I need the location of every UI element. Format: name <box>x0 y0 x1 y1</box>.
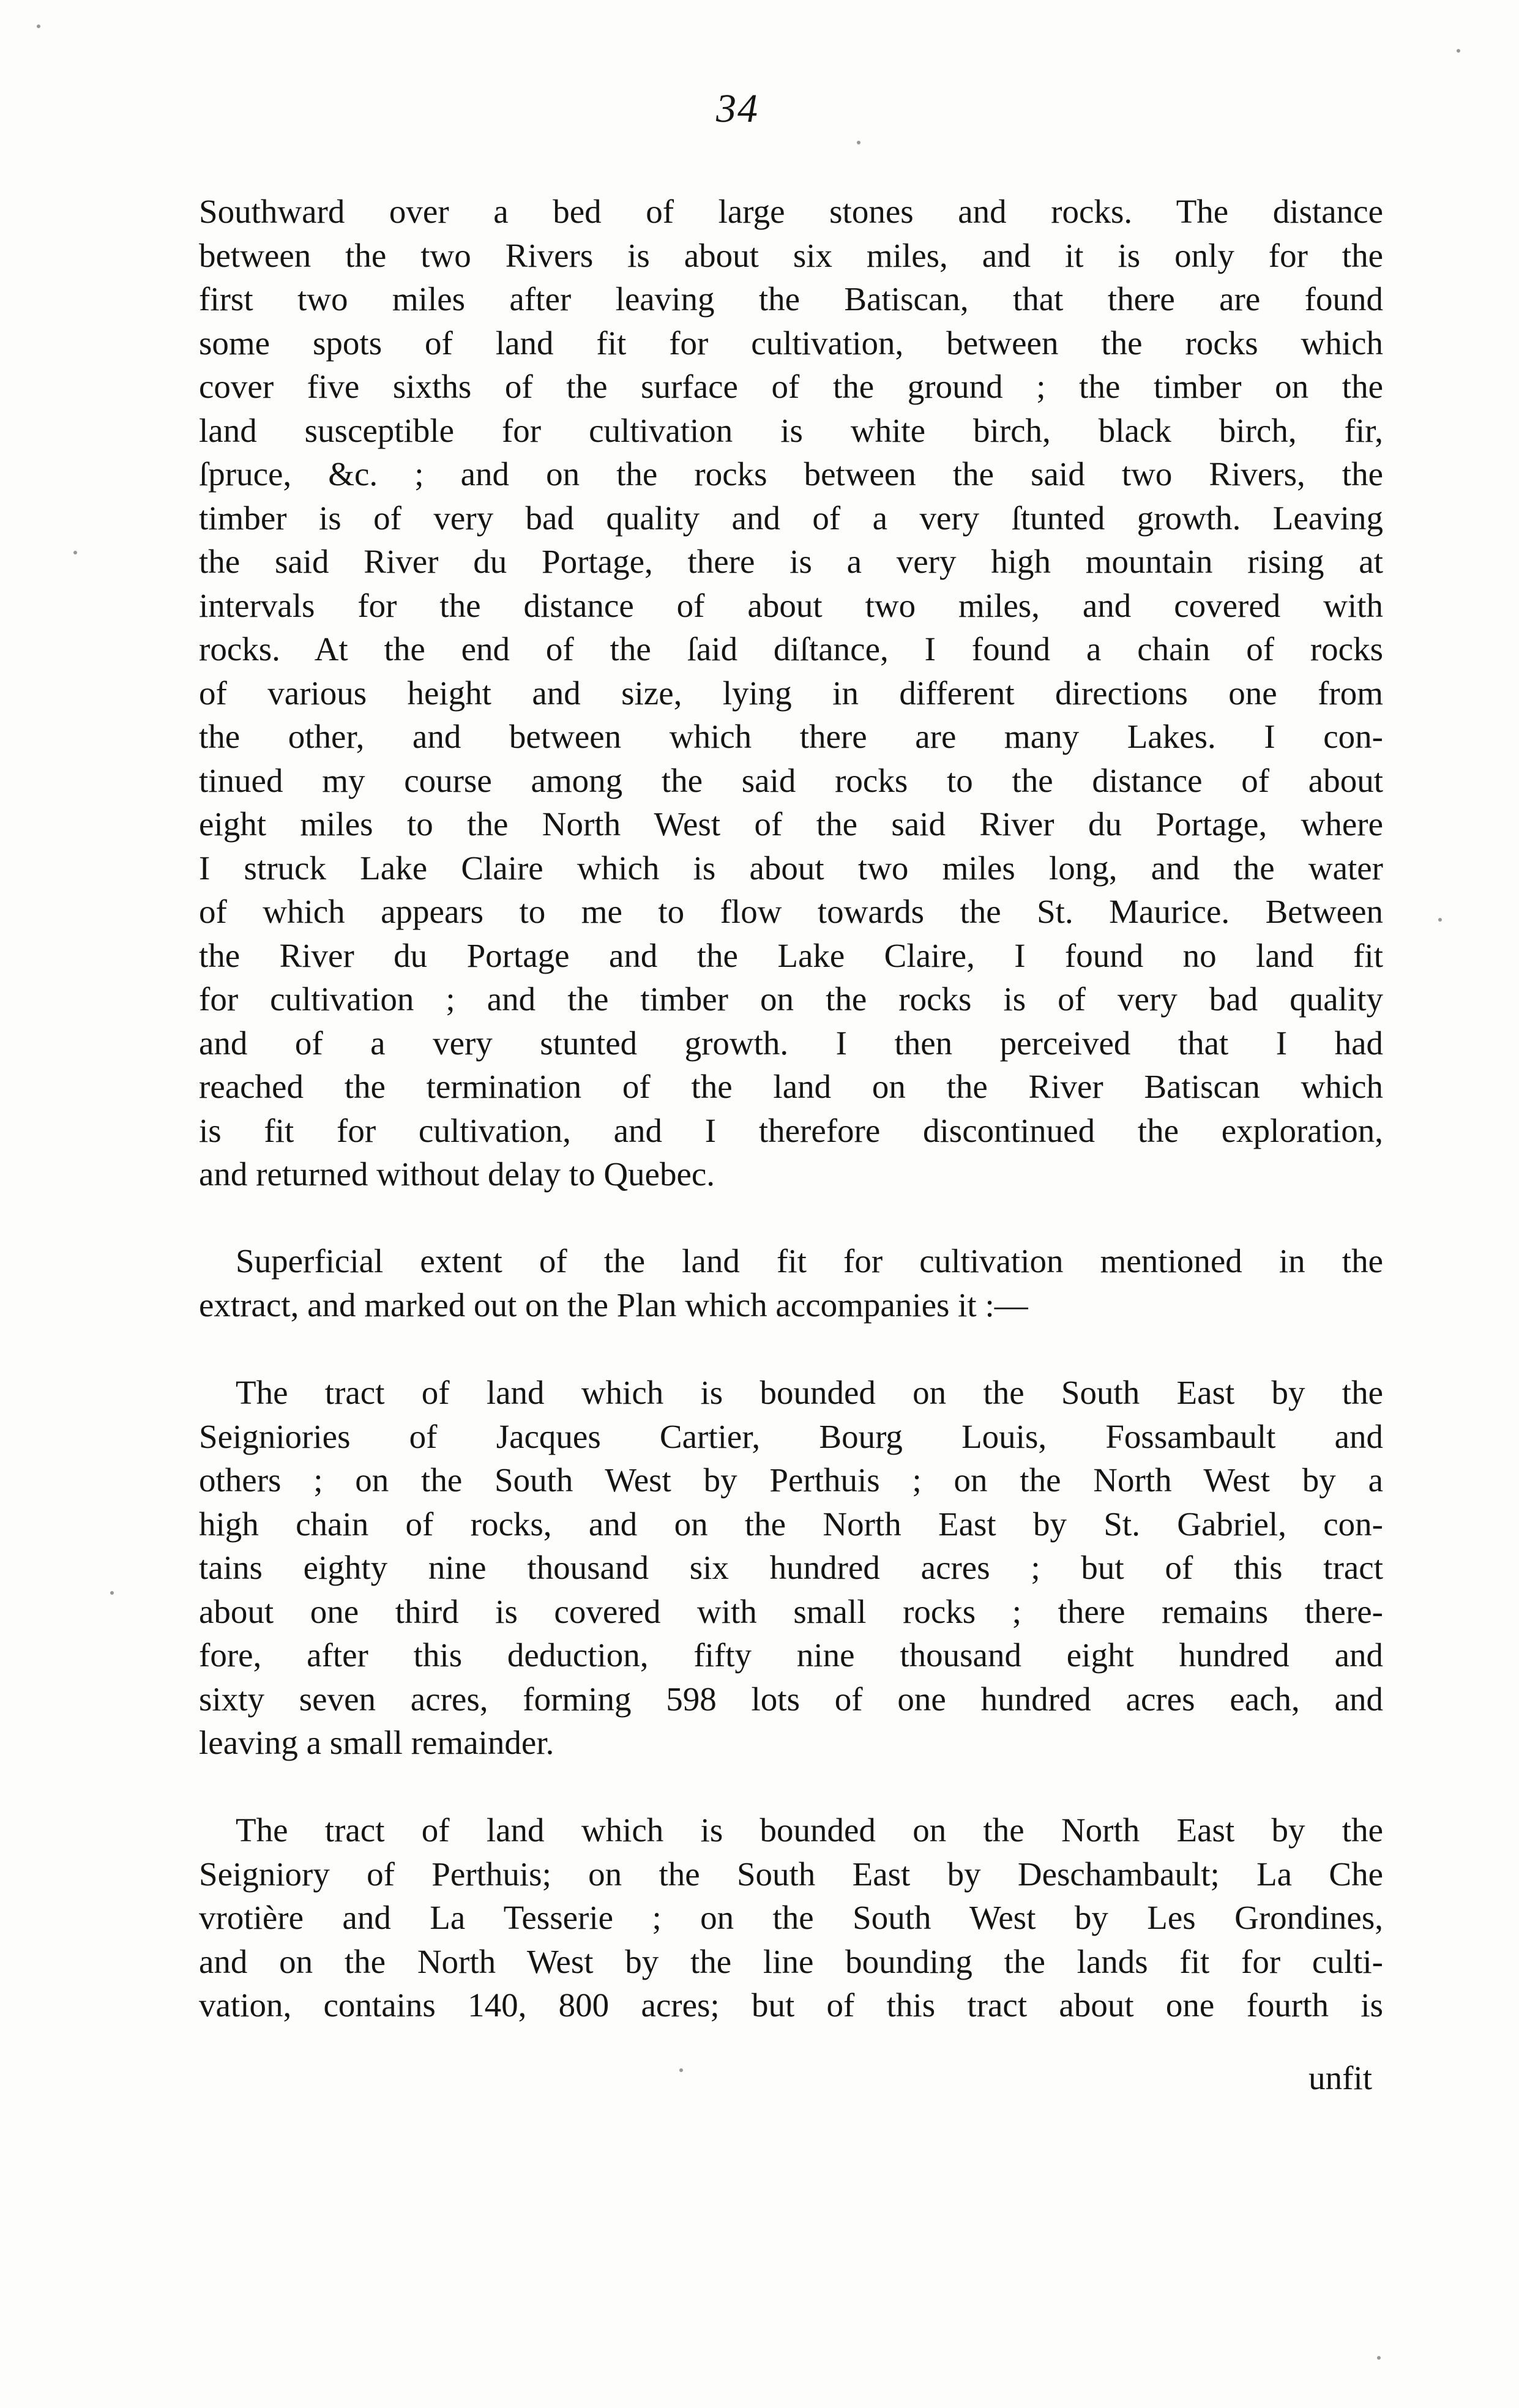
text-line: land susceptible for cultivation is white birch, black birch, fir, <box>199 411 1383 449</box>
text-line: vation, contains 140, 800 acres; but of this tract about one fourth is <box>199 1986 1383 2024</box>
text-line: fore, after this deduction, fifty nine thousand eight hundred and <box>199 1636 1383 1674</box>
text-line: the said River du Portage, there is a very high mountain rising at <box>199 543 1383 580</box>
text-line: cover five sixths of the surface of the ground ; the timber on the <box>199 368 1383 405</box>
text-line: others ; on the South West by Perthuis ; on the North West by a <box>199 1461 1383 1499</box>
text-line: sixty seven acres, forming 598 lots of one hundred acres each, and <box>199 1680 1383 1718</box>
text-line: vrotière and La Tesserie ; on the South West by Les Grondines, <box>199 1899 1383 1936</box>
scan-speck <box>73 551 77 554</box>
text-line: timber is of very bad quality and of a very ſtunted growth. Leaving <box>199 499 1383 537</box>
text-line: eight miles to the North West of the said River du Portage, where <box>199 805 1383 843</box>
text-line: is fit for cultivation, and I therefore discontinued the exploration, <box>199 1111 1383 1149</box>
text-line: the other, and between which there are many Lakes. I con- <box>199 718 1383 755</box>
scan-speck <box>857 141 860 144</box>
text-line: Seigniories of Jacques Cartier, Bourg Louis, Fossambault and <box>199 1417 1383 1455</box>
page-number: 34 <box>716 86 759 131</box>
text-line: intervals for the distance of about two miles, and covered with <box>199 586 1383 624</box>
text-line: some spots of land fit for cultivation, between the rocks which <box>199 324 1383 362</box>
text-line: first two miles after leaving the Batiscan, that there are found <box>199 280 1383 318</box>
text-line: between the two Rivers is about six miles, and it is only for the <box>199 236 1383 274</box>
text-line: The tract of land which is bounded on the South East by the <box>236 1374 1383 1411</box>
text-line: tains eighty nine thousand six hundred acres ; but of this tract <box>199 1549 1383 1586</box>
scan-speck <box>1377 2356 1381 2360</box>
text-line: high chain of rocks, and on the North East by St. Gabriel, con- <box>199 1505 1383 1543</box>
text-line: leaving a small remainder. <box>199 1724 554 1761</box>
text-line: the River du Portage and the Lake Claire, I found no land fit <box>199 936 1383 974</box>
text-line: about one third is covered with small rocks ; there remains there- <box>199 1592 1383 1630</box>
paragraph-first-tract <box>199 1371 1383 1765</box>
paragraph-superficial-extent <box>199 1239 1383 1327</box>
text-line: Superficial extent of the land fit for cultivation mentioned in the <box>236 1242 1383 1280</box>
paragraph-second-tract <box>199 1808 1383 2027</box>
scan-speck <box>1438 918 1442 922</box>
text-line: The tract of land which is bounded on the North East by the <box>236 1811 1383 1849</box>
scan-speck <box>110 1591 114 1595</box>
text-line: of various height and size, lying in different directions one from <box>199 674 1383 712</box>
text-line: and returned without delay to Quebec. <box>199 1155 715 1193</box>
scan-speck <box>1457 49 1460 53</box>
scan-speck <box>679 2068 683 2072</box>
catchword: unfit <box>1308 2059 1372 2097</box>
text-line: of which appears to me to flow towards the St. Maurice. Between <box>199 893 1383 930</box>
text-line: ſpruce, &c. ; and on the rocks between the said two Rivers, the <box>199 455 1383 493</box>
text-line: tinued my course among the said rocks to the distance of about <box>199 761 1383 799</box>
text-line: Southward over a bed of large stones and rocks. The distance <box>199 193 1383 230</box>
text-line: Seigniory of Perthuis; on the South East by Deschambault; La Che <box>199 1855 1383 1893</box>
text-line: and on the North West by the line bounding the lands fit for culti- <box>199 1942 1383 1980</box>
text-line: extract, and marked out on the Plan which accompanies it :— <box>199 1286 1028 1324</box>
text-line: reached the termination of the land on the River Batiscan which <box>199 1068 1383 1105</box>
text-line: and of a very stunted growth. I then perceived that I had <box>199 1024 1383 1062</box>
paragraph-exploration <box>199 190 1383 1196</box>
text-line: for cultivation ; and the timber on the rocks is of very bad quality <box>199 980 1383 1018</box>
text-line: I struck Lake Claire which is about two miles long, and the water <box>199 849 1383 887</box>
text-line: rocks. At the end of the ſaid diſtance, I found a chain of rocks <box>199 630 1383 668</box>
scan-speck <box>37 24 40 28</box>
